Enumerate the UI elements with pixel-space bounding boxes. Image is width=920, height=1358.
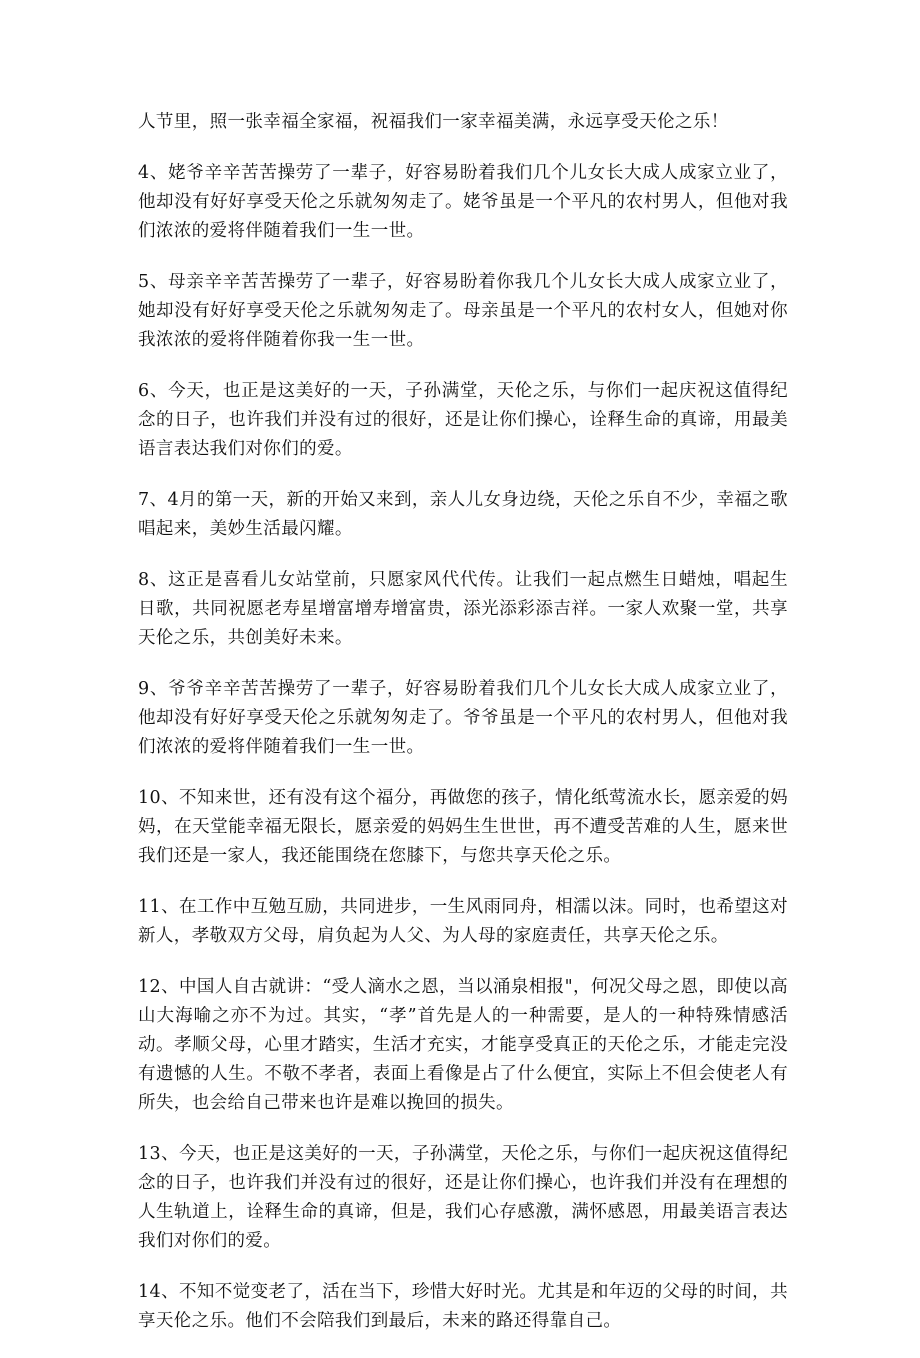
paragraph-continuation: 人节里，照一张幸福全家福，祝福我们一家幸福美满，永远享受天伦之乐！ [138,112,729,132]
paragraph-item-6: 6、今天，也正是这美好的一天，子孙满堂，天伦之乐，与你们一起庆祝这值得纪念的日子，也许我们并没有过的很好，还是让你们操心，诠释生命的真谛，用最美语言表达我们对你们的爱。 [138,381,788,459]
paragraph-item-4: 4、姥爷辛辛苦苦操劳了一辈子，好容易盼着我们几个儿女长大成人成家立业了，他却没有好好享受天伦之乐就匆匆走了。姥爷虽是一个平凡的农村男人，但他对我们浓浓的爱将伴随着我们一生一世。 [138,163,788,241]
paragraph-item-10: 10、不知来世，还有没有这个福分，再做您的孩子，情化纸莺流水长，愿亲爱的妈妈，在天堂能幸福无限长，愿亲爱的妈妈生生世世，再不遭受苦难的人生，愿来世我们还是一家人，我还能围绕在您膝下，与您共享天伦之乐。 [138,788,788,866]
paragraph-item-5: 5、母亲辛辛苦苦操劳了一辈子，好容易盼着你我几个儿女长大成人成家立业了，她却没有好好享受天伦之乐就匆匆走了。母亲虽是一个平凡的农村女人，但她对你我浓浓的爱将伴随着你我一生一世。 [138,272,788,350]
document-body [138,108,788,1358]
paragraph-item-13: 13、今天，也正是这美好的一天，子孙满堂，天伦之乐，与你们一起庆祝这值得纪念的日子，也许我们并没有过的很好，还是让你们操心，也许我们并没有在理想的人生轨道上，诠释生命的真谛，但是，我们心存感激，满怀感恩，用最美语言表达我们对你们的爱。 [138,1144,788,1251]
paragraph-item-8: 8、这正是喜看儿女站堂前，只愿家风代代传。让我们一起点燃生日蜡烛，唱起生日歌，共同祝愿老寿星增富增寿增富贵，添光添彩添吉祥。一家人欢聚一堂，共享天伦之乐，共创美好未来。 [138,570,788,648]
paragraph-item-11: 11、在工作中互勉互励，共同进步，一生风雨同舟，相濡以沫。同时，也希望这对新人，孝敬双方父母，肩负起为人父、为人母的家庭责任，共享天伦之乐。 [138,897,788,946]
paragraph-item-7: 7、4月的第一天，新的开始又来到，亲人儿女身边绕，天伦之乐自不少，幸福之歌唱起来，美妙生活最闪耀。 [138,490,788,539]
paragraph-item-14: 14、不知不觉变老了，活在当下，珍惜大好时光。尤其是和年迈的父母的时间，共享天伦之乐。他们不会陪我们到最后，未来的路还得靠自己。 [138,1282,788,1331]
paragraph-item-9: 9、爷爷辛辛苦苦操劳了一辈子，好容易盼着我们几个儿女长大成人成家立业了，他却没有好好享受天伦之乐就匆匆走了。爷爷虽是一个平凡的农村男人，但他对我们浓浓的爱将伴随着我们一生一世。 [138,679,788,757]
paragraph-item-12: 12、中国人自古就讲：“受人滴水之恩，当以涌泉相报"，何况父母之恩，即使以高山大海喻之亦不为过。其实，“孝”首先是人的一种需要，是人的一种特殊情感活动。孝顺父母，心里才踏实，生活才充实，才能享受真正的天伦之乐，才能走完没有遗憾的人生。不敬不孝者，表面上看像是占了什么便宜，实际上不但会使老人有所失，也会给自己带来也许是难以挽回的损失。 [138,977,788,1113]
